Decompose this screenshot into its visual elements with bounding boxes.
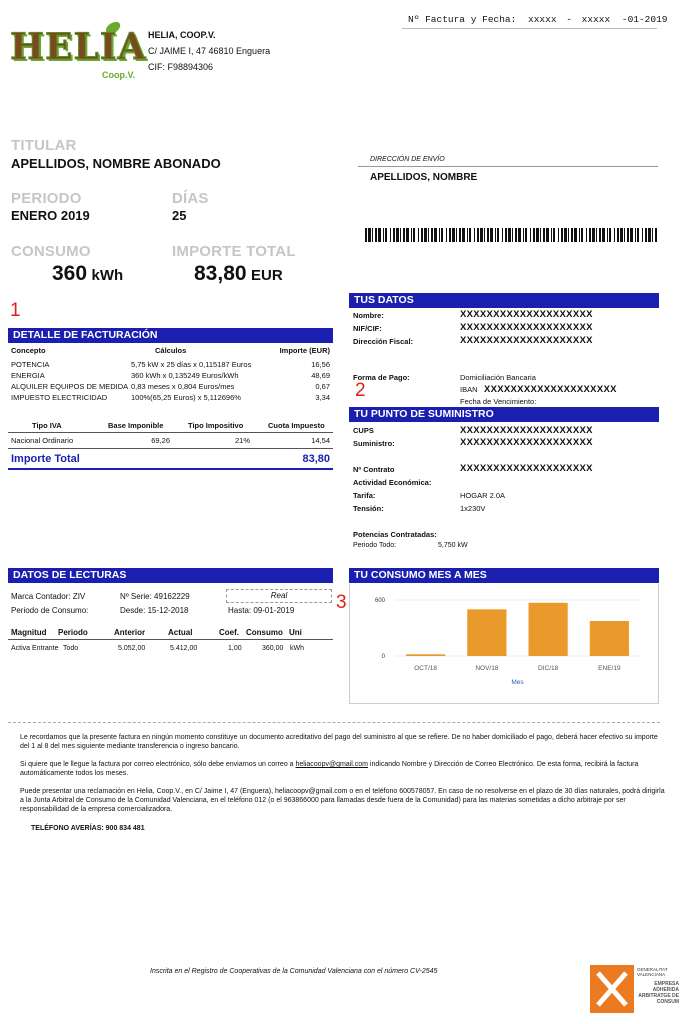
logo-subtext: Coop.V.: [102, 70, 136, 80]
cups-label: CUPS: [353, 426, 374, 435]
chart-x-tick: ENE/19: [598, 665, 621, 672]
detalle-row-concepto: IMPUESTO ELECTRICIDAD: [11, 393, 108, 402]
suministro-title: TU PUNTO DE SUMINISTRO: [349, 407, 659, 422]
importe-value: 83,80: [194, 262, 247, 285]
barcode-image: [365, 228, 660, 242]
iva-row-cuota: 14,54: [311, 436, 330, 445]
barcode: [365, 228, 660, 242]
detalle-row-concepto: POTENCIA: [11, 360, 50, 369]
lect-header-magnitud: Magnitud: [11, 628, 47, 637]
detalle-title: DETALLE DE FACTURACIÓN: [8, 328, 333, 343]
detalle-row-calculo: 360 kWh x 0,135249 Euros/kWh: [131, 371, 239, 380]
pago-label: Forma de Pago:: [353, 373, 410, 382]
envio-label: DIRECCIÓN DE ENVÍO: [370, 156, 445, 163]
titular-label: TITULAR: [11, 137, 77, 154]
arbitraje-badge: [590, 965, 680, 1015]
detalle-row-importe: 48,69: [311, 371, 330, 380]
importe: [194, 262, 283, 286]
footer-p3: Puede presentar una reclamación en Helia, Coop.V., en C/ Jaime I, 47 (Enguera), heliacoopv@gmail.com o en el teléfono 600578057. En caso de no resolverse en el plazo de 30 días naturales, podrá dirigirla a la Junta Arbitral de Consumo de la Comunidad Valenciana, en el teléfono 012 (o el 963866000 para llamadas desde fuera de la Comunidad) para las materias sometidas a dicho arbitraje por ser responsabilidad de la empresa comercializadora.: [20, 788, 665, 813]
chart-title: TU CONSUMO MES A MES: [349, 568, 659, 583]
lect-header-anterior: Anterior: [114, 628, 146, 637]
logo-text: HELIA: [10, 26, 147, 68]
lect-row-periodo: Todo: [63, 645, 79, 652]
suministro-value: XXXXXXXXXXXXXXXXXXXX: [460, 437, 593, 448]
company-name: HELIA, COOP.V.: [148, 30, 216, 40]
periodo-value: ENERO 2019: [11, 208, 90, 223]
tarifa-value: HOGAR 2.0A: [460, 491, 506, 500]
cups-value: XXXXXXXXXXXXXXXXXXXX: [460, 425, 593, 436]
chart-x-tick: NOV/18: [475, 665, 499, 672]
badge-text: EMPRESA ADHERIDA ARBITRATGE DE CONSUM: [638, 981, 679, 1005]
lect-header-uni: Uni: [289, 628, 302, 637]
detalle-row-concepto: ALQUILER EQUIPOS DE MEDIDA: [11, 382, 129, 391]
vencimiento-label: Fecha de Vencimiento:: [460, 397, 537, 406]
lect-row-uni: kWh: [290, 645, 304, 652]
tipo-lectura: Real: [226, 589, 332, 603]
marker-1: 1: [10, 300, 21, 321]
registro: Inscrita en el Registro de Cooperativas de la Comunidad Valenciana con el número CV-2545: [150, 968, 438, 975]
lect-row-consumo: 360,00: [262, 645, 284, 652]
badge-gen: GENERALITAT VALENCIANA: [637, 967, 668, 977]
lect-header-actual: Actual: [168, 628, 193, 637]
tension-label: Tensión:: [353, 504, 384, 513]
email-link[interactable]: heliacoopv@gmail.com: [295, 761, 368, 768]
actividad-label: Actividad Económica:: [353, 478, 432, 487]
consumo-unit: kWh: [91, 267, 124, 284]
lecturas-title: DATOS DE LECTURAS: [8, 568, 333, 583]
iva-header-tipo: Tipo IVA: [32, 421, 62, 430]
detalle-row-calculo: 100%(65,25 Euros) x 5,112696%: [131, 393, 241, 402]
chart-x-tick: DIC/18: [538, 665, 559, 672]
suministro-label: Suministro:: [353, 439, 395, 448]
footer-p1: Le recordamos que la presente factura en ningún momento constituye un documento acreditativo del pago del suministro al que se refiere. De no haber domiciliado el pago, deberá hacer efectivo su importe del 1 al 8 del mes siguiente mediante transferencia o ingreso bancario.: [20, 734, 658, 750]
lect-row-actual: 5.412,00: [170, 645, 198, 652]
lect-header-consumo: Consumo: [246, 628, 283, 637]
dir-value: XXXXXXXXXXXXXXXXXXXX: [460, 335, 593, 346]
envio-name: APELLIDOS, NOMBRE: [370, 172, 478, 183]
tension-value: 1x230V: [460, 504, 486, 513]
company-info: [148, 30, 270, 72]
periodo-label: PERIODO: [11, 190, 82, 207]
lect-row-magnitud: Activa Entrante: [11, 645, 59, 652]
periodo-consumo-label: Periodo de Consumo:: [11, 606, 89, 615]
iva-row-tipo: Nacional Ordinario: [11, 436, 74, 445]
nif-value: XXXXXXXXXXXXXXXXXXXX: [460, 322, 593, 333]
arbitraje-logo-icon: [590, 965, 634, 1013]
importe-label: IMPORTE TOTAL: [172, 243, 296, 260]
hasta: Hasta: 09-01-2019: [228, 606, 295, 615]
telefono-averias: TELÉFONO AVERÍAS: 900 834 481: [31, 825, 145, 832]
footer-p2a: Si quiere que le llegue la factura por correo electrónico, sólo debe enviarnos un correo a: [20, 761, 296, 768]
invoice-label: Nº Factura y Fecha:: [408, 14, 517, 25]
detalle-row-importe: 0,67: [315, 382, 330, 391]
detalle-header-importe: Importe (EUR): [279, 346, 330, 355]
chart-bar: [529, 603, 568, 656]
consumo-label: CONSUMO: [11, 243, 91, 260]
iva-header-impositivo: Tipo Impositivo: [188, 421, 244, 430]
chart-bar: [406, 654, 445, 656]
chart-y-tick: 600: [374, 598, 385, 604]
invoice-sep: -: [566, 14, 572, 25]
detalle-row-calculo: 0,83 meses x 0,804 Euros/mes: [131, 382, 235, 391]
marker-2: 2: [355, 380, 366, 401]
lect-header-coef: Coef.: [219, 628, 239, 637]
invoice-number: xxxxx: [528, 14, 557, 25]
chart-x-label: Mes: [511, 679, 524, 686]
periodo-todo-value: 5,750 kW: [438, 542, 468, 549]
company-address: C/ JAIME I, 47 46810 Enguera: [148, 46, 271, 56]
consumo-value: 360: [52, 262, 88, 285]
iban-value: XXXXXXXXXXXXXXXXXXXX: [484, 384, 617, 395]
numero-serie: Nº Serie: 49162229: [120, 592, 190, 601]
iva-header-base: Base Imponible: [108, 421, 164, 430]
iva-row-impositivo: 21%: [234, 436, 250, 445]
desde: Desde: 15-12-2018: [120, 606, 189, 615]
chart-y-tick: 0: [381, 654, 385, 660]
dias-value: 25: [172, 208, 187, 223]
chart-bar: [467, 609, 506, 656]
lect-row-coef: 1,00: [228, 645, 242, 652]
total-value: 83,80: [302, 453, 330, 465]
consumption-chart: [349, 584, 659, 704]
detalle-header-concepto: Concepto: [11, 346, 46, 355]
nombre-value: XXXXXXXXXXXXXXXXXXXX: [460, 309, 593, 320]
dir-label: Dirección Fiscal:: [353, 337, 414, 346]
dias-label: DÍAS: [172, 190, 209, 207]
iban-label: IBAN: [460, 385, 478, 394]
lect-row-anterior: 5.052,00: [118, 645, 146, 652]
iva-header-cuota: Cuota Impuesto: [268, 421, 325, 430]
footer-p2: [20, 760, 665, 778]
contrato-value: XXXXXXXXXXXXXXXXXXXX: [460, 463, 593, 474]
invoice-number-box: [402, 14, 668, 29]
footer-p2b: indicando Nombre y Dirección de Correo Electrónico. De esta forma, recibirá la factura automáticamente todos los meses.: [20, 761, 639, 777]
detalle-row-importe: 3,34: [315, 393, 330, 402]
periodo-todo-label: Periodo Todo:: [353, 542, 397, 549]
contrato-label: Nº Contrato: [353, 465, 395, 474]
detalle-row-concepto: ENERGIA: [11, 371, 45, 380]
marca-contador: Marca Contador: ZIV: [11, 592, 86, 601]
consumo: [52, 262, 123, 286]
nif-label: NIF/CIF:: [353, 324, 382, 333]
importe-unit: EUR: [251, 267, 283, 284]
detalle-row-calculo: 5,75 kW x 25 días x 0,115187 Euros: [131, 360, 252, 369]
chart-svg: [350, 584, 660, 704]
invoice-date-suffix: -01-2019: [621, 14, 668, 25]
nombre-label: Nombre:: [353, 311, 384, 320]
tus-datos-title: TUS DATOS: [349, 293, 659, 308]
invoice-date-part: xxxxx: [581, 14, 611, 25]
detalle-header-calculos: Cálculos: [155, 346, 187, 355]
marker-3: 3: [336, 592, 347, 613]
iva-row-base: 69,26: [151, 436, 170, 445]
detalle-row-importe: 16,56: [311, 360, 330, 369]
total-label: Importe Total: [11, 453, 80, 465]
potencias-label: Potencias Contratadas:: [353, 530, 437, 539]
company-logo: [10, 18, 145, 82]
tarifa-label: Tarifa:: [353, 491, 376, 500]
company-cif: CIF: F98894306: [148, 62, 214, 72]
chart-x-tick: OCT/18: [414, 665, 438, 672]
chart-bar: [590, 621, 629, 656]
lect-header-periodo: Periodo: [58, 628, 88, 637]
pago-value: Domiciliación Bancaria: [460, 373, 536, 382]
titular-value: APELLIDOS, NOMBRE ABONADO: [11, 156, 221, 171]
